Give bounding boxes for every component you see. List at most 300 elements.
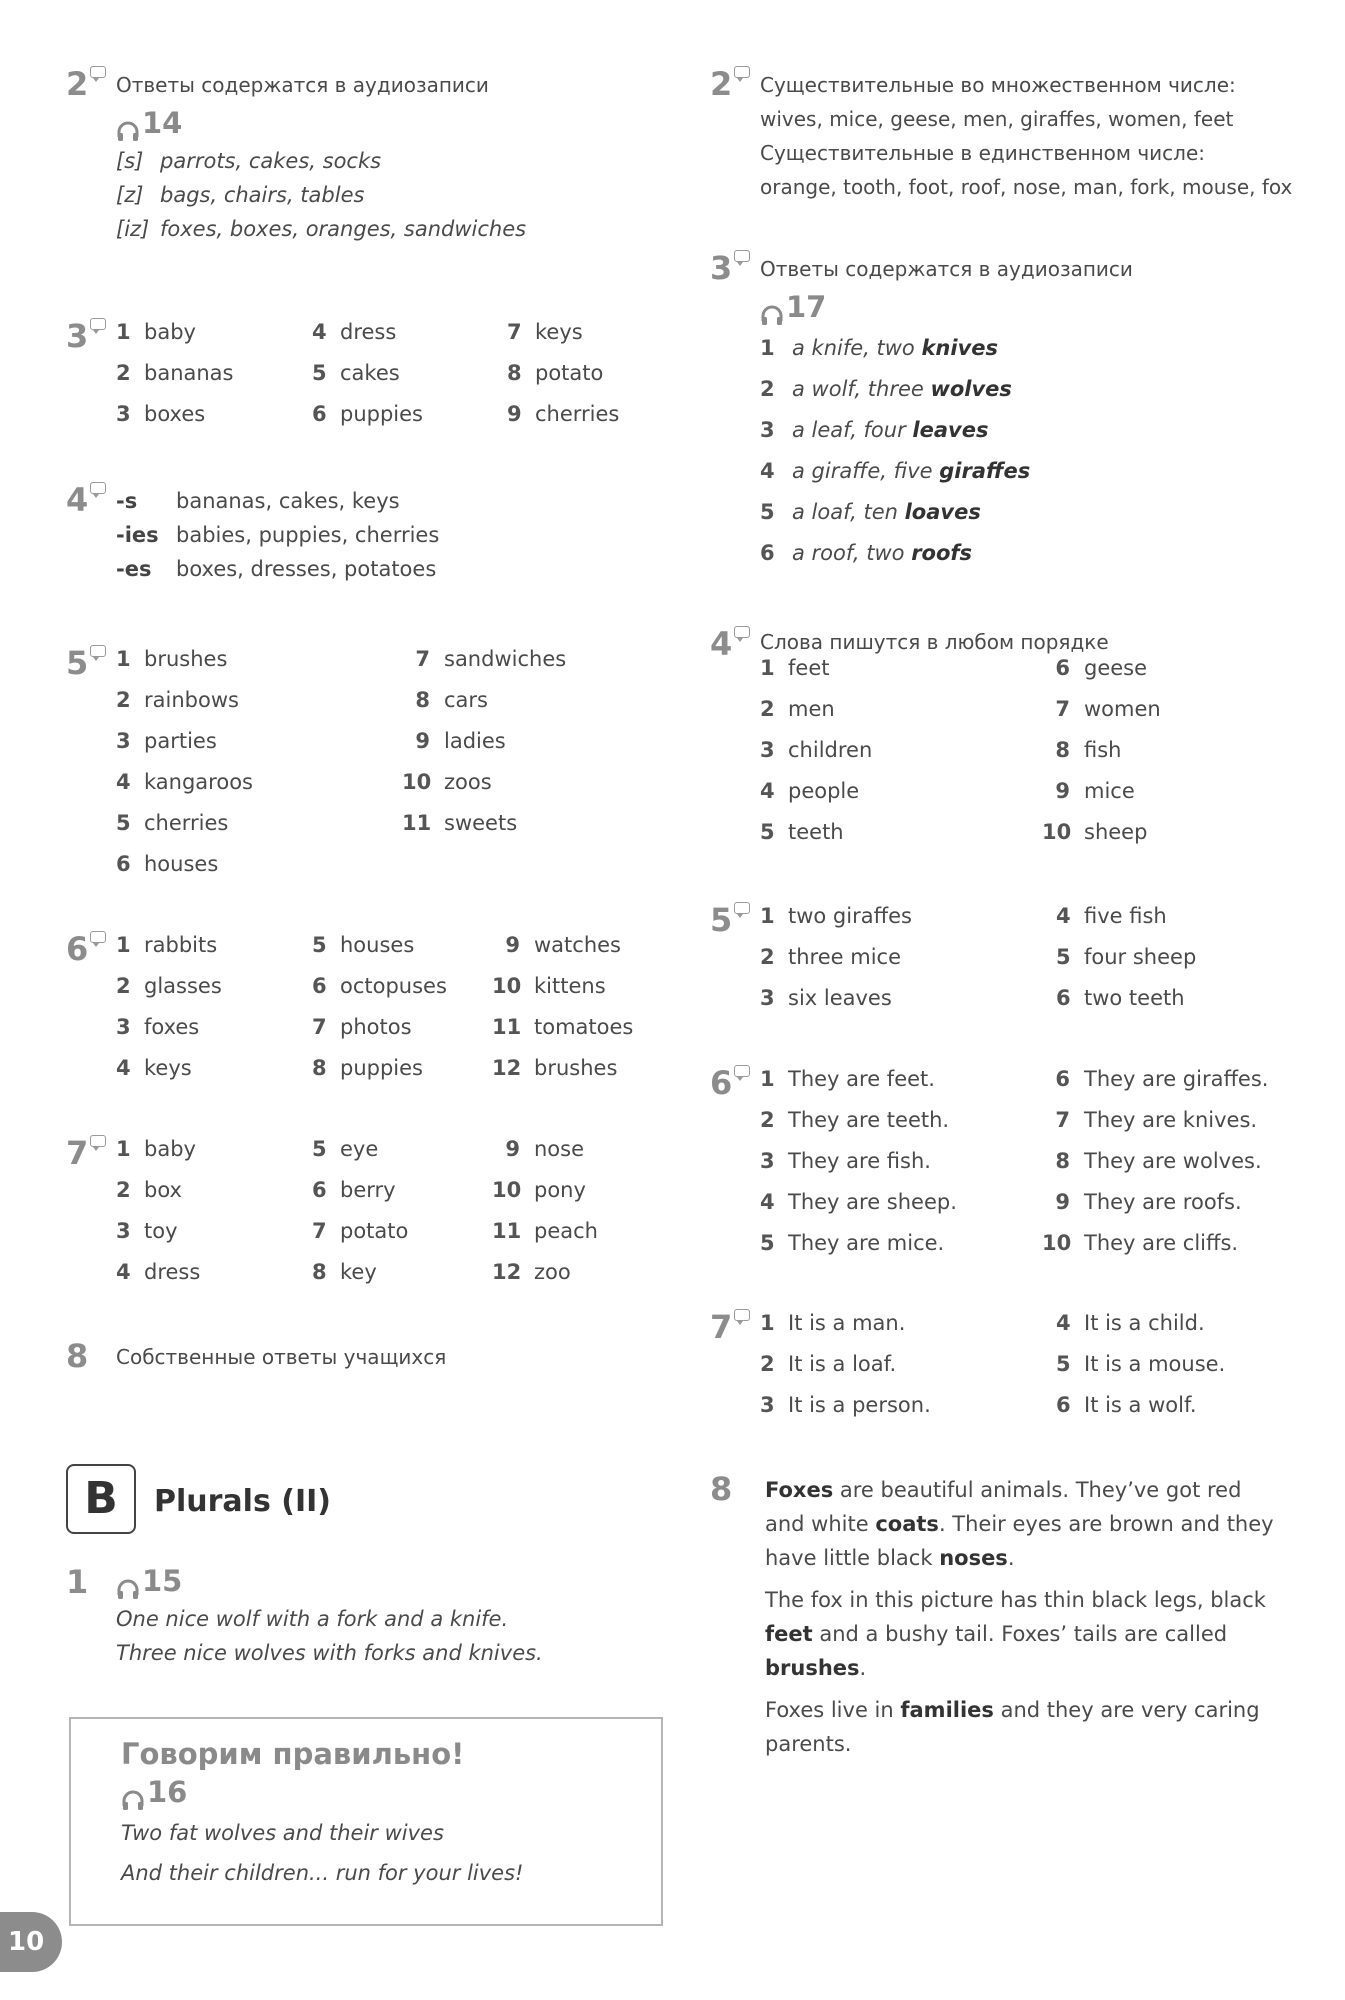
item-text: foxes [144,1015,200,1039]
item-text: toy [144,1219,178,1243]
item-number: 6 [116,852,131,876]
item-text: two giraffes [788,904,912,928]
item-text: boxes [144,402,206,426]
item-number: 10 [1042,1231,1072,1255]
exercise-number: 5 [710,904,750,936]
exercise-number: 1 [66,1563,89,1601]
item-number: 3 [760,738,775,762]
item-number: 8 [312,1260,327,1284]
answer-line: Существительные в единственном числе: [760,141,1205,165]
suffix-row: -s bananas, cakes, keys [116,489,400,513]
item-number: 1 [760,1311,775,1335]
item-text: They are roofs. [1084,1190,1242,1214]
exercise-text: Собственные ответы учащихся [116,1345,447,1369]
list-item [760,738,872,762]
item-number: 7 [312,1015,327,1039]
list-item [1042,697,1161,721]
section-letter: B [66,1464,136,1534]
item-number: 3 [760,418,775,442]
item-text: dress [340,320,397,344]
phonetic-row: [iz] foxes, boxes, oranges, sandwiches [116,217,527,241]
item-text: houses [144,852,219,876]
item-text: people [788,779,860,803]
item-number: 3 [760,986,775,1010]
list-item [402,729,506,753]
item-text: men [788,697,835,721]
item-number: 7 [415,647,430,671]
item-number: 4 [116,770,131,794]
item-text: It is a person. [788,1393,931,1417]
item-number: 6 [1055,656,1070,680]
item-text: box [144,1178,182,1202]
item-text: mice [1084,779,1135,803]
exercise-number: 7 [710,1311,750,1343]
item-text: pony [534,1178,586,1202]
answer-line: orange, tooth, foot, roof, nose, man, fork, mouse, fox [760,175,1293,199]
item-number: 10 [492,1178,522,1202]
item-text: four sheep [1084,945,1197,969]
item-number: 4 [760,779,775,803]
list-item [1042,1108,1257,1132]
list-item [760,945,901,969]
answer-text: a roof, two [792,541,912,565]
bold-word: Foxes [765,1478,834,1502]
item-number: 3 [760,1149,775,1173]
bold-word: families [900,1698,994,1722]
text-run: and a bushy tail. Foxes’ tails are called [812,1622,1228,1646]
list-item [760,697,835,721]
list-item [492,1056,617,1080]
list-item [1056,945,1196,969]
item-number: 5 [312,933,327,957]
list-item [492,1260,571,1284]
list-item [1042,779,1135,803]
item-number: 3 [116,1219,131,1243]
list-item [1056,1311,1205,1335]
speech-bubble-icon [734,902,750,914]
list-item [1042,656,1147,680]
item-number: 10 [1042,820,1072,844]
list-item [116,1219,178,1243]
item-text: rainbows [144,688,239,712]
item-number: 3 [116,1015,131,1039]
item-text: It is a child. [1084,1311,1205,1335]
item-text: rabbits [144,933,218,957]
item-number: 4 [312,320,327,344]
item-text: zoo [534,1260,571,1284]
speech-bubble-icon [90,66,106,78]
item-number: 2 [760,377,775,401]
item-number: 2 [760,945,775,969]
answer-row [760,410,1316,451]
answer-line: wives, mice, geese, men, giraffes, women, feet [760,107,1234,131]
exercise-number: 7 [66,1137,106,1169]
tip-title: Говорим правильно! [121,1737,465,1771]
list-item [1042,1231,1238,1255]
list-item [116,811,228,835]
item-text: They are sheep. [788,1190,957,1214]
item-number: 5 [760,1231,775,1255]
list-item [760,779,859,803]
chant-line: Three nice wolves with forks and knives. [116,1641,543,1665]
item-number: 2 [116,688,131,712]
item-text: cars [444,688,488,712]
headphones-icon [760,296,782,318]
item-number: 2 [760,1108,775,1132]
item-text: houses [340,933,415,957]
list-item [1042,1067,1268,1091]
item-text: cherries [535,402,620,426]
text-run: and they are very caring parents. [765,1698,1260,1756]
paragraph [765,1693,1285,1761]
answer-bold: roofs [911,541,973,565]
item-number: 4 [116,1260,131,1284]
list-item [760,1352,896,1376]
suffix-row: -es boxes, dresses, potatoes [116,557,437,581]
item-number: 2 [760,697,775,721]
item-number: 9 [505,933,520,957]
answer-bold: wolves [930,377,1012,401]
item-text: It is a man. [788,1311,906,1335]
item-number: 5 [1056,1352,1071,1376]
speech-bubble-icon [90,318,106,330]
item-number: 1 [760,656,775,680]
exercise-number: 8 [66,1337,89,1375]
item-text: They are wolves. [1084,1149,1262,1173]
item-number: 2 [116,1178,131,1202]
phonetic-row: [s] parrots, cakes, socks [116,149,382,173]
item-text: children [788,738,873,762]
audio-track: 15 [116,1560,672,1602]
list-item [312,1015,412,1039]
text-run: . Their eyes are brown and they have little black [765,1512,1274,1570]
item-number: 5 [1056,945,1071,969]
list-item [1042,1149,1262,1173]
item-text: They are knives. [1084,1108,1258,1132]
list-item [312,1219,408,1243]
item-text: keys [144,1056,192,1080]
exercise-number: 6 [66,933,106,965]
item-number: 9 [505,1137,520,1161]
exercise-number: 2 [66,68,106,100]
list-item [492,974,606,998]
text-run: Foxes live in [765,1698,901,1722]
item-number: 5 [312,1137,327,1161]
item-text: ladies [444,729,506,753]
item-text: feet [788,656,830,680]
phonetic-row: [z] bags, chairs, tables [116,183,365,207]
item-number: 11 [492,1219,522,1243]
list-item [116,770,253,794]
item-number: 2 [760,1352,775,1376]
tip-line: Two fat wolves and their wives [121,1821,444,1845]
list-item [507,361,603,385]
list-item [760,1231,944,1255]
item-number: 12 [492,1260,522,1284]
answer-row [760,533,1316,574]
item-text: zoos [444,770,492,794]
speech-bubble-icon [734,626,750,638]
speech-bubble-icon [734,250,750,262]
list-item [116,361,234,385]
item-text: sweets [444,811,518,835]
list-item [116,320,196,344]
item-text: kittens [534,974,606,998]
item-text: potato [340,1219,409,1243]
speech-bubble-icon [90,482,106,494]
exercise-heading: Ответы содержатся в аудиозаписи [116,73,489,97]
item-text: bananas [144,361,234,385]
item-text: They are teeth. [788,1108,950,1132]
item-text: sheep [1084,820,1148,844]
item-text: five fish [1084,904,1167,928]
exercise-heading: Слова пишутся в любом порядке [760,630,1109,654]
item-number: 4 [760,459,775,483]
item-number: 3 [116,402,131,426]
list-item [312,402,423,426]
item-text: parties [144,729,217,753]
list-item [1042,738,1121,762]
list-item [116,729,217,753]
paragraph [765,1473,1285,1575]
pronunciation-tip-box [69,1717,663,1926]
item-text: three mice [788,945,901,969]
list-item [1056,986,1185,1010]
exercise-heading: Ответы содержатся в аудиозаписи [760,257,1133,281]
item-text: They are giraffes. [1084,1067,1269,1091]
list-item [492,1015,633,1039]
item-text: two teeth [1084,986,1185,1010]
list-item [116,647,227,671]
item-number: 8 [1055,1149,1070,1173]
bold-word: brushes [765,1656,860,1680]
answer-line: Существительные во множественном числе: [760,73,1236,97]
item-text: It is a loaf. [788,1352,897,1376]
item-text: keys [535,320,583,344]
item-number: 6 [1056,986,1071,1010]
list-item [116,1260,200,1284]
item-text: They are fish. [788,1149,931,1173]
page-number: 10 [0,1912,62,1972]
item-text: kangaroos [144,770,253,794]
list-item [312,1137,378,1161]
list-item [760,1149,931,1173]
item-text: glasses [144,974,222,998]
list-item [116,933,217,957]
exercise-number: 6 [710,1067,750,1099]
item-number: 1 [760,904,775,928]
section-title: Plurals (II) [154,1484,331,1519]
item-number: 10 [402,770,432,794]
list-item [1042,1190,1242,1214]
list-item [760,1311,905,1335]
text-run: . [1007,1546,1015,1570]
list-item [312,1260,377,1284]
list-item [312,933,414,957]
answer-text: a loaf, ten [792,500,905,524]
list-item [402,811,517,835]
item-text: dress [144,1260,201,1284]
list-item [492,1219,598,1243]
answer-bold: giraffes [939,459,1031,483]
item-number: 7 [312,1219,327,1243]
answer-row [760,369,1316,410]
headphones-icon [116,1570,138,1592]
list-item [402,647,566,671]
list-item [760,1108,949,1132]
item-text: baby [144,1137,196,1161]
list-item [116,688,239,712]
list-item [507,320,583,344]
paragraph [765,1583,1285,1685]
bold-word: coats [875,1512,939,1536]
list-item [402,770,492,794]
chant-line: One nice wolf with a fork and a knife. [116,1607,509,1631]
speech-bubble-icon [734,1309,750,1321]
list-item [760,986,892,1010]
list-item [312,1178,396,1202]
text-run: The fox in this picture has thin black legs, black [765,1588,1266,1612]
list-item [116,402,205,426]
list-item [312,974,447,998]
speech-bubble-icon [734,1065,750,1077]
item-number: 5 [760,820,775,844]
bold-word: feet [765,1622,813,1646]
item-text: sandwiches [444,647,567,671]
list-item [312,1056,423,1080]
list-item [760,1067,935,1091]
headphones-icon [116,112,138,134]
list-item [760,820,844,844]
item-number: 4 [1056,1311,1071,1335]
list-item [1042,820,1147,844]
item-text: geese [1084,656,1148,680]
list-item [1056,904,1167,928]
list-item [760,656,829,680]
item-text: berry [340,1178,396,1202]
item-number: 6 [1055,1067,1070,1091]
answer-text: a leaf, four [792,418,913,442]
list-item [116,974,222,998]
item-text: watches [534,933,621,957]
item-number: 2 [116,974,131,998]
exercise-number: 2 [710,68,750,100]
speech-bubble-icon [90,645,106,657]
item-number: 5 [312,361,327,385]
list-item [1056,1352,1225,1376]
item-number: 1 [760,336,775,360]
list-item [116,1015,199,1039]
item-number: 2 [116,361,131,385]
item-number: 4 [760,1190,775,1214]
item-number: 9 [1055,779,1070,803]
item-text: It is a wolf. [1084,1393,1197,1417]
item-text: It is a mouse. [1084,1352,1226,1376]
item-number: 9 [415,729,430,753]
item-text: cherries [144,811,229,835]
audio-track: 14 [116,102,672,144]
text-run: are beautiful animals. They’ve got red and white [765,1478,1242,1536]
item-text: tomatoes [534,1015,634,1039]
list-item [116,1056,192,1080]
item-number: 8 [1055,738,1070,762]
item-number: 8 [507,361,522,385]
speech-bubble-icon [734,66,750,78]
item-number: 4 [1056,904,1071,928]
item-text: nose [534,1137,585,1161]
item-number: 6 [312,1178,327,1202]
item-number: 4 [116,1056,131,1080]
item-number: 6 [312,974,327,998]
list-item [507,402,619,426]
speech-bubble-icon [90,931,106,943]
item-number: 1 [116,647,131,671]
item-number: 7 [507,320,522,344]
list-item [402,688,488,712]
headphones-icon [121,1781,143,1803]
list-item [312,361,400,385]
list-item [492,1137,584,1161]
list-item [1056,1393,1197,1417]
item-text: brushes [534,1056,618,1080]
item-number: 12 [492,1056,522,1080]
item-number: 6 [312,402,327,426]
item-text: fish [1084,738,1122,762]
list-item [492,1178,586,1202]
item-number: 9 [1055,1190,1070,1214]
item-number: 7 [1055,697,1070,721]
exercise-number: 3 [710,252,750,284]
item-number: 3 [760,1393,775,1417]
item-text: women [1084,697,1161,721]
item-number: 1 [116,320,131,344]
item-number: 5 [760,500,775,524]
item-number: 11 [402,811,432,835]
exercise-number: 8 [710,1470,733,1508]
item-text: photos [340,1015,412,1039]
audio-track: 16 [121,1771,523,1813]
item-text: six leaves [788,986,892,1010]
item-text: brushes [144,647,228,671]
exercise-number: 3 [66,320,106,352]
item-text: eye [340,1137,379,1161]
item-number: 6 [760,541,775,565]
answer-bold: loaves [904,500,981,524]
exercise-number: 5 [66,647,106,679]
audio-track: 17 [760,286,1316,328]
item-number: 1 [116,933,131,957]
answer-bold: leaves [912,418,989,442]
answer-text: a wolf, three [792,377,931,401]
list-item [760,1393,931,1417]
answer-row [760,328,1316,369]
list-item [116,1178,182,1202]
speech-bubble-icon [90,1135,106,1147]
list-item [116,852,218,876]
item-number: 7 [1055,1108,1070,1132]
item-text: teeth [788,820,844,844]
item-text: octopuses [340,974,447,998]
item-text: baby [144,320,196,344]
list-item [492,933,621,957]
answer-text: a giraffe, five [792,459,940,483]
item-text: They are mice. [788,1231,945,1255]
suffix-row: -ies babies, puppies, cherries [116,523,440,547]
list-item [760,1190,957,1214]
item-number: 8 [312,1056,327,1080]
tip-line: And their children... run for your lives! [121,1861,524,1885]
item-number: 5 [116,811,131,835]
